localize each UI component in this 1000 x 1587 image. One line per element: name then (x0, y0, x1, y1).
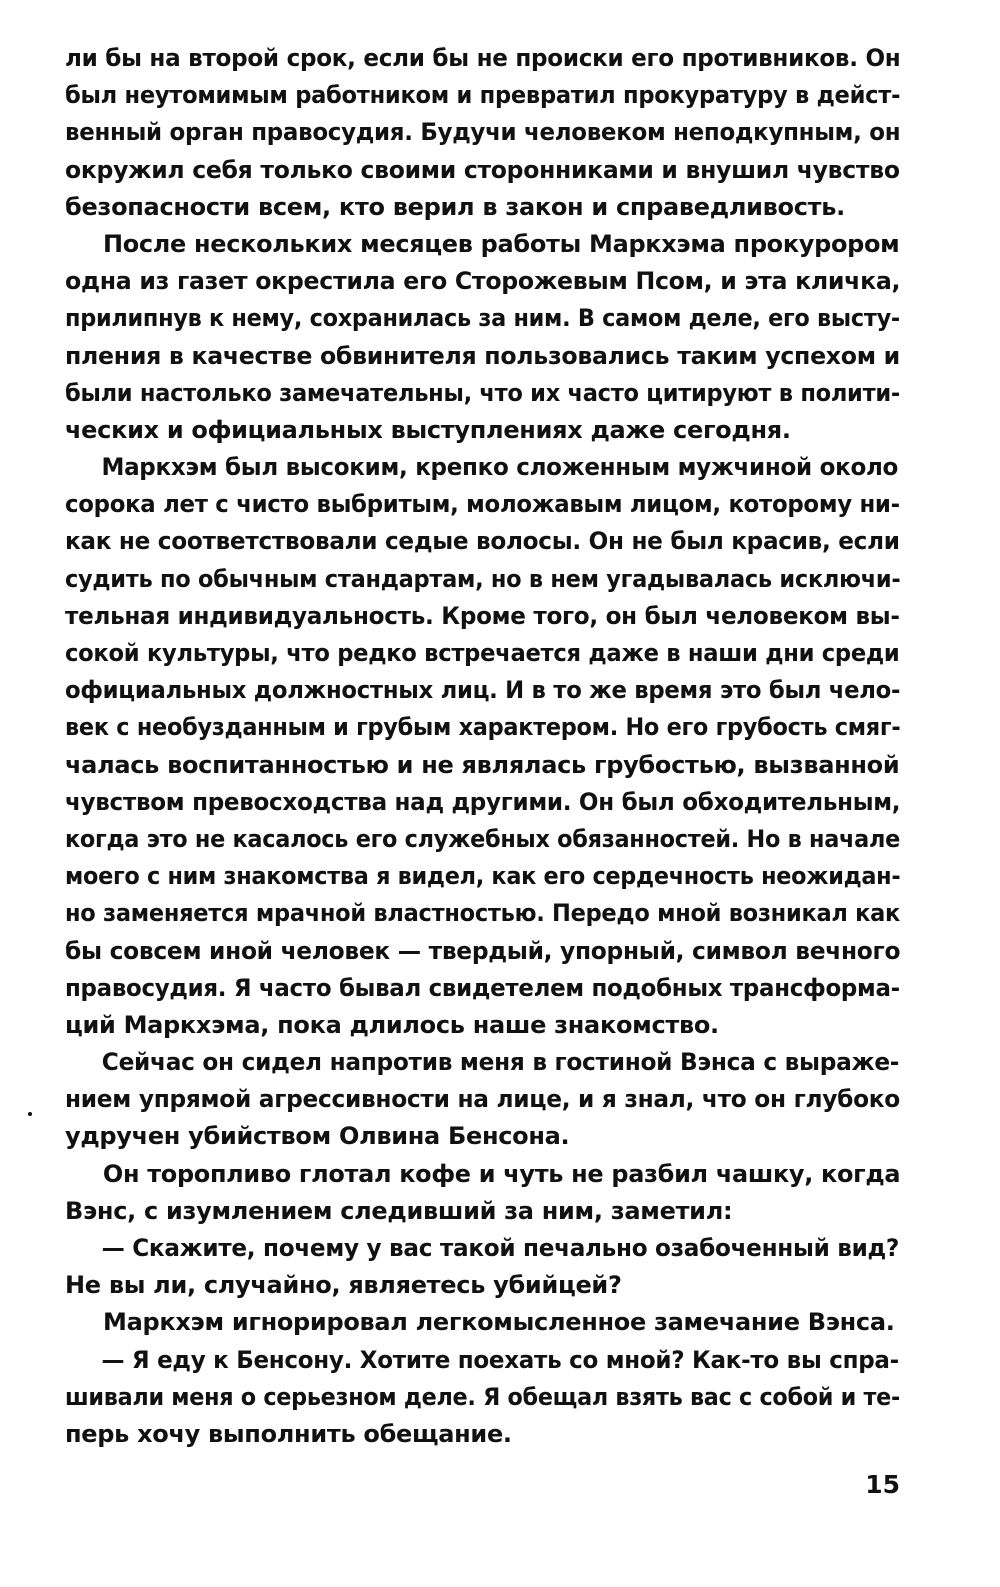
text-line: прилипнув к нему, сохранилась за ним. В самом деле, его высту- (65, 304, 900, 333)
text-line: сорока лет с чисто выбритым, моложавым лицом, которому ни- (65, 490, 900, 519)
text-line: перь хочу выполнить обещание. (65, 1419, 512, 1448)
text-line: официальных должностных лиц. И в то же время это был чело- (65, 676, 901, 705)
text-line: венный орган правосудия. Будучи человеком неподкупным, он (65, 118, 901, 147)
text-line: век с необузданным и грубым характером. Но его грубость смяг- (65, 713, 901, 742)
text-line: чувством превосходства над другими. Он был обходительным, (65, 787, 901, 816)
text-line: как не соответствовали седые волосы. Он не был красив, если (65, 527, 900, 556)
text-line: ций Маркхэма, пока длилось наше знакомство. (65, 1010, 719, 1039)
text-line: Вэнс, с изумлением следивший за ним, заметил: (65, 1196, 733, 1225)
text-line: правосудия. Я часто бывал свидетелем подобных трансформа- (65, 973, 900, 1002)
text-line: — Я еду к Бенсону. Хотите поехать со мной? Как-то вы спра- (101, 1345, 899, 1374)
text-line: Сейчас он сидел напротив меня в гостиной Вэнса с выраже- (101, 1048, 900, 1077)
page-number: 15 (865, 1470, 900, 1499)
text-line: шивали меня о серьезном деле. Я обещал взять вас с собой и те- (65, 1382, 901, 1411)
text-line: тельная индивидуальность. Кроме того, он был человеком вы- (65, 601, 900, 630)
text-line: Не вы ли, случайно, являетесь убийцей? (65, 1271, 622, 1300)
text-line: пления в качестве обвинителя пользовались таким успехом и (65, 341, 900, 370)
text-line: судить по обычным стандартам, но в нем угадывалась исключи- (65, 564, 901, 593)
text-line: окружил себя только своими сторонниками и внушил чувство (65, 155, 900, 184)
text-line: ческих и официальных выступлениях даже сегодня. (65, 415, 791, 444)
text-line: моего с ним знакомства я видел, как его сердечность неожидан- (65, 862, 901, 891)
text-line: Маркхэм игнорировал легкомысленное замечание Вэнса. (103, 1308, 895, 1337)
text-line: нием упрямой агрессивности на лице, и я знал, что он глубоко (65, 1085, 900, 1114)
text-line: когда это не касалось его служебных обязанностей. Но в начале (65, 824, 901, 853)
text-line: После нескольких месяцев работы Маркхэма прокурором (102, 229, 900, 258)
text-line: одна из газет окрестила его Сторожевым Псом, и эта кличка, (65, 267, 901, 296)
text-line: были настолько замечательны, что их часто цитируют в полити- (65, 378, 900, 407)
text-line: был неутомимым работником и превратил прокуратуру в дейст- (65, 81, 901, 110)
text-line: но заменяется мрачной властностью. Передо мной возникал как (65, 899, 901, 928)
text-line: сокой культуры, что редко встречается даже в наши дни среди (65, 639, 900, 667)
text-line: Маркхэм был высоким, крепко сложенным мужчиной около (101, 453, 899, 482)
text-line: ли бы на второй срок, если бы не происки его противников. Он (65, 44, 901, 72)
text-line: Он торопливо глотал кофе и чуть не разбил чашку, когда (102, 1159, 901, 1188)
body-text (65, 40, 900, 1453)
text-line: безопасности всем, кто верил в закон и справедливость. (65, 192, 845, 221)
text-line: удручен убийством Олвина Бенсона. (65, 1122, 570, 1151)
text-line: — Скажите, почему у вас такой печально озабоченный вид? (101, 1234, 900, 1262)
scan-artifact-dot (28, 1112, 32, 1116)
text-line: бы совсем иной человек — твердый, упорный, символ вечного (65, 936, 901, 965)
text-line: чалась воспитанностью и не являлась грубостью, вызванной (65, 750, 900, 779)
